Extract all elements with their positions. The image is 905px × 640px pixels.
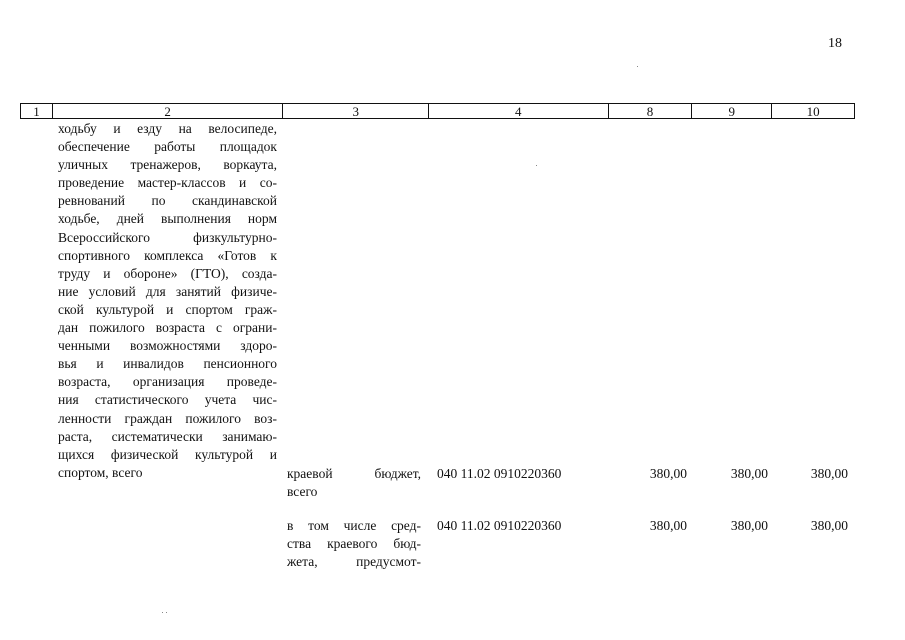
- description-line: возраста, организация проведе-: [58, 374, 277, 390]
- value-col-8: 380,00: [649, 518, 687, 533]
- funding-source-line: в том числе сред-: [287, 518, 421, 533]
- funding-source-line: всего: [287, 484, 318, 499]
- description-line: щихся физической культурой и: [58, 446, 277, 462]
- header-cell-1: 1: [21, 104, 53, 118]
- header-cell-8: 8: [609, 104, 693, 118]
- description-line: уличных тренажеров, воркаута,: [58, 157, 277, 173]
- funding-source: [287, 465, 421, 501]
- header-cell-4: 4: [429, 104, 609, 118]
- header-cell-10: 10: [806, 104, 820, 119]
- description-line: ской культурой и спортом граж-: [58, 301, 277, 317]
- scan-speck: [162, 612, 163, 613]
- description-line: раста, систематически занимаю-: [58, 428, 277, 444]
- description-line: ния статистического учета чис-: [58, 392, 277, 408]
- funding-source-line: краевой бюджет,: [287, 466, 421, 481]
- description-line: спортивного комплекса «Готов к: [58, 247, 277, 263]
- description-line: обеспечение работы площадок: [58, 139, 277, 155]
- scan-speck: [536, 165, 537, 166]
- header-cell-2: 2: [53, 104, 283, 118]
- description-line: Всероссийского физкультурно-: [58, 229, 277, 245]
- description-line: ченными возможностями здоро-: [58, 338, 277, 354]
- budget-code: 040 11.02 0910220360: [437, 518, 562, 533]
- value-col-10: 380,00: [810, 466, 848, 481]
- description-line: ходьбе, дней выполнения норм: [58, 211, 277, 227]
- description-line: проведение мастер-классов и со-: [58, 175, 277, 191]
- funding-source: [287, 517, 421, 571]
- description-line: ходьбу и езду на велосипеде,: [58, 121, 277, 136]
- budget-code: 040 11.02 0910220360: [437, 466, 562, 481]
- header-cell-9: 9: [692, 104, 772, 118]
- value-col-9: 380,00: [730, 518, 768, 533]
- funding-source-line: жета, предусмот-: [287, 554, 421, 569]
- description-line: дан пожилого возраста с ограни-: [58, 320, 277, 336]
- description-line: труду и обороне» (ГТО), созда-: [58, 265, 277, 281]
- table-header-row: [20, 103, 855, 119]
- header-cell-3: 3: [283, 104, 429, 118]
- funding-source-line: ства краевого бюд-: [287, 536, 421, 551]
- scan-speck: [637, 66, 638, 67]
- description-line: вья и инвалидов пенсионного: [58, 356, 277, 372]
- scan-speck: [166, 612, 167, 613]
- description-line: ние условий для занятий физиче-: [58, 283, 277, 299]
- value-col-9: 380,00: [730, 466, 768, 481]
- description-line: спортом, всего: [58, 464, 143, 480]
- description-line: ленности граждан пожилого воз-: [58, 410, 277, 426]
- value-col-10: 380,00: [810, 518, 848, 533]
- page-number: 18: [828, 36, 842, 51]
- activity-description: [58, 120, 277, 482]
- description-line: ревнований по скандинавской: [58, 193, 277, 209]
- value-col-8: 380,00: [649, 466, 687, 481]
